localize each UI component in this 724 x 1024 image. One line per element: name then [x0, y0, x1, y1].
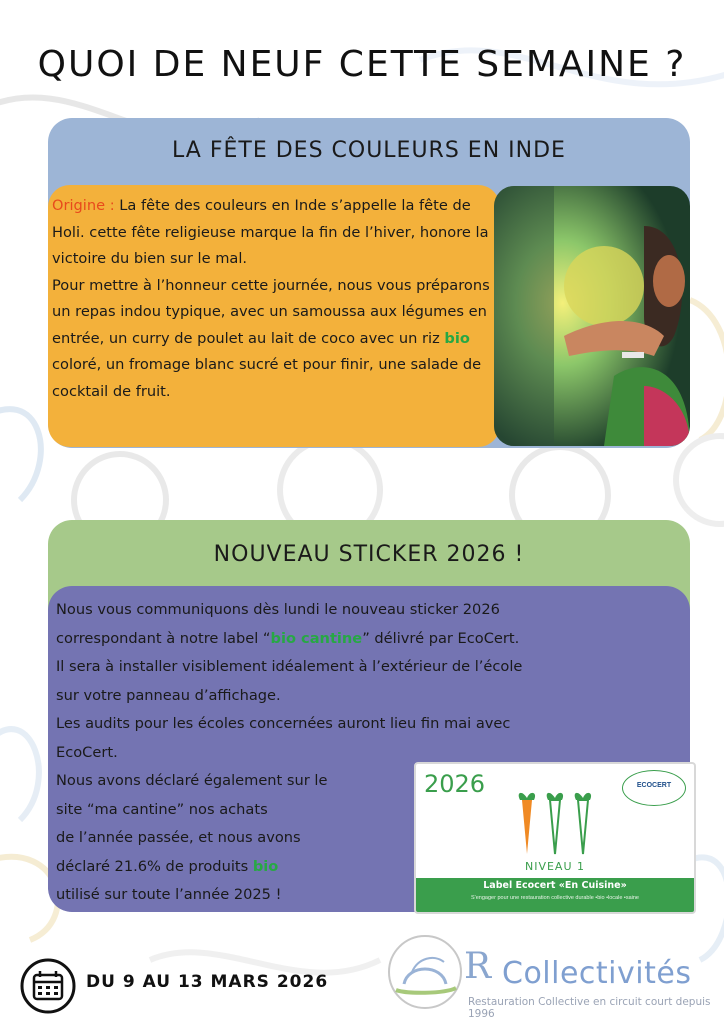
holi-paragraph-1: La fête des couleurs en Inde s’appelle la fête de Holi. cette fête religieuse marque la fin de l’hiver, honore la victoire du bien sur le mal.	[52, 197, 489, 267]
holi-festival-photo	[494, 186, 690, 446]
holi-section-text	[48, 185, 500, 447]
holi-paragraph-2-start: Pour mettre à l’honneur cette journée, nous vous préparons un repas indou typique, avec un samoussa aux légumes en entrée, un curry de poulet au lait de coco avec un riz	[52, 276, 490, 347]
sticker-label: Label Ecocert «En Cuisine»	[483, 880, 627, 891]
sticker-line-2-start: correspondant à notre label “	[56, 629, 271, 647]
sticker-line-2-end: ” délivré par EcoCert.	[362, 629, 520, 647]
sticker-subtitle: S'engager pour une restauration collective durable •bio •locale •saine	[471, 895, 639, 901]
sticker-line-6: EcoCert.	[56, 743, 118, 761]
ecocert-sticker-image	[414, 762, 696, 914]
ecocert-badge	[622, 770, 686, 806]
sticker-line-1: Nous vous communiquons dès lundi le nouveau sticker 2026	[56, 601, 500, 618]
brand-name: Collectivités	[502, 956, 692, 991]
cloche-logo-icon	[382, 932, 468, 1012]
sticker-line-8: site “ma cantine” nos achats	[56, 800, 268, 818]
sticker-section-heading: NOUVEAU STICKER 2026 !	[213, 542, 525, 567]
sticker-band	[416, 878, 694, 912]
sticker-line-3: Il sera à installer visiblement idéalement à l’extérieur de l’école	[56, 658, 523, 675]
page-title: QUOI DE NEUF CETTE SEMAINE ?	[37, 44, 687, 85]
brand-initial: R	[464, 946, 492, 987]
sticker-line-7: Nous avons déclaré également sur le	[56, 772, 328, 789]
sticker-line-5: Les audits pour les écoles concernées auront lieu fin mai avec	[56, 715, 511, 732]
sticker-line-2	[56, 625, 656, 654]
carrots-icon	[508, 790, 604, 858]
sticker-line-10-start: déclaré 21.6% de produits	[56, 857, 253, 875]
sticker-line-9: de l’année passée, et nous avons	[56, 829, 301, 846]
sticker-line-4: sur votre panneau d’affichage.	[56, 686, 281, 704]
bio-cantine-highlight: bio cantine	[270, 629, 363, 647]
week-date-range: DU 9 AU 13 MARS 2026	[86, 972, 329, 992]
sticker-year: 2026	[424, 770, 486, 798]
sticker-line-11: utilisé sur toute l’année 2025 !	[56, 886, 282, 903]
calendar-icon	[20, 958, 76, 1014]
sticker-level: NIVEAU 1	[524, 860, 586, 873]
origin-label: Origine :	[52, 197, 115, 214]
bio-highlight: bio	[444, 329, 470, 347]
bio-highlight-2: bio	[252, 857, 279, 875]
holi-paragraph-2-end: coloré, un fromage blanc sucré et pour finir, une salade de cocktail de fruit.	[52, 356, 482, 400]
holi-section-heading: LA FÊTE DES COULEURS EN INDE	[172, 138, 566, 163]
ecocert-badge-text: ECOCERT	[636, 782, 672, 789]
brand-tagline: Restauration Collective en circuit court depuis 1996	[468, 996, 711, 1020]
